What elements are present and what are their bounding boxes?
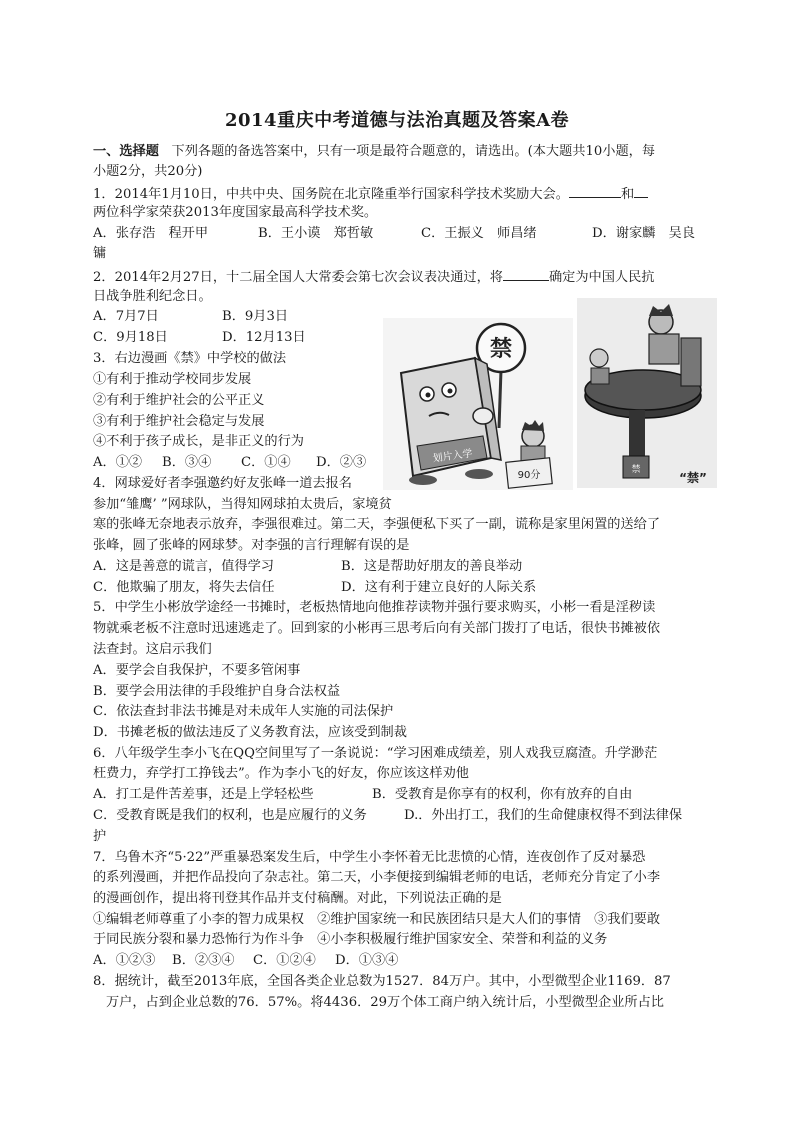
- q7-line-5: 于同民族分裂和暴力恐怖行为作斗争 ④小李积极履行维护国家安全、荣誉和利益的义务: [93, 932, 608, 947]
- q5-option-a: A．要学会自我保护，不要多管闲事: [93, 663, 301, 678]
- q2-option-d: D．12月13日: [222, 330, 306, 345]
- q8-line-2: 万户，占到企业总数的76．57%。将4436．29万个体工商户纳入统计后，小型微型企业所占比: [106, 995, 664, 1010]
- q2-blank: [503, 266, 549, 281]
- q7-option-c: C．①②④: [253, 953, 316, 968]
- q8-line-1: 8．据统计，截至2013年底，全国各类企业总数为1527．84万户。其中，小型微型企业1169．87: [93, 974, 671, 989]
- q1-blank-1: [569, 183, 621, 198]
- q4-line-4: 张峰，圆了张峰的网球梦。对李强的言行理解有误的是: [93, 538, 410, 553]
- page-title: 2014重庆中考道德与法治真题及答案A卷: [224, 110, 570, 131]
- q6-option-d: D.．外出打工，我们的生命健康权得不到法律保: [404, 808, 683, 823]
- q6-line-2: 枉费力，弃学打工挣钱去”。作为李小飞的好友，你应该这样劝他: [93, 766, 469, 781]
- q6-option-d-cont: 护: [93, 829, 107, 844]
- q3-option-a: A．①②: [93, 455, 143, 470]
- section-label: 一、选择题: [93, 144, 159, 159]
- q5-option-b: B．要学会用法律的手段维护自身合法权益: [93, 684, 341, 699]
- base-label-text: 禁: [631, 465, 641, 475]
- q5-line-3: 法查封。这启示我们: [93, 642, 212, 657]
- q1-and: 和: [620, 187, 635, 202]
- q3-option-d: D．②③: [316, 455, 367, 470]
- q3-item-3: ③有利于维护社会稳定与发展: [93, 414, 265, 429]
- q3-item-2: ②有利于维护社会的公平正义: [93, 393, 265, 408]
- q1-blank-2: [634, 183, 648, 198]
- q6-option-b: B．受教育是你享有的权利，你有放弃的自由: [372, 787, 633, 802]
- ban-sign-text: 禁: [489, 337, 513, 362]
- q3-option-c: C．①④: [241, 455, 291, 470]
- q3-stem: 3．右边漫画《禁》中学校的做法: [93, 351, 287, 366]
- score-paper-text: 90分: [517, 470, 541, 481]
- q2-option-b: B．9月3日: [222, 309, 289, 324]
- q2-option-a: A．7月7日: [93, 309, 159, 324]
- q7-option-a: A．①②③: [93, 953, 156, 968]
- section-intro-line2: 小题2分，共20分): [93, 164, 203, 179]
- q1-option-d: D．谢家麟 吴良: [592, 226, 695, 241]
- q2-stem-a: 2．2014年2月27日，十二届全国人大常委会第七次会议表决通过，将: [93, 270, 503, 285]
- book-label-text: 划片入学: [432, 448, 474, 465]
- q1-option-c: C．王振义 师昌绪: [421, 226, 537, 241]
- q7-line-2: 的系列漫画，并把作品投向了杂志社。第二天，小李便接到编辑老师的电话，老师充分肯定了小李: [93, 870, 661, 885]
- q2-stem-line: [93, 266, 655, 288]
- q4-line-3: 寒的张峰无奈地表示放弃，李强很难过。第二天，李强便私下买了一副，谎称是家里闲置的送给了: [93, 517, 661, 532]
- q7-option-b: B．②③④: [172, 953, 235, 968]
- q4-option-c: C．他欺骗了朋友，将失去信任: [93, 580, 275, 595]
- q3-item-4: ④不利于孩子成长，是非正义的行为: [93, 434, 304, 449]
- cartoon-caption: “禁”: [679, 471, 707, 485]
- q7-line-4: ①编辑老师尊重了小李的智力成果权 ②维护国家统一和民族团结只是大人们的事情 ③我们要敢: [93, 912, 661, 927]
- q5-line-1: 5．中学生小彬放学途经一书摊时，老板热情地向他推荐读物并强行要求购买，小彬一看是淫秽读: [93, 600, 656, 615]
- q3-option-b: B．③④: [162, 455, 212, 470]
- cartoon-ban-school-image: [383, 318, 573, 490]
- q1-stem-a: 1．2014年1月10日，中共中央、国务院在北京隆重举行国家科学技术奖励大会。: [93, 187, 569, 202]
- section-intro: 下列各题的备选答案中，只有一项是最符合题意的，请选出。(本大题共10小题，每: [171, 144, 656, 159]
- cartoon-ban-scale-image: [577, 298, 717, 488]
- q4-line-2: 参加“雏鹰’ ”网球队，当得知网球拍太贵后，家境贫: [93, 497, 392, 512]
- q1-stem-b: 两位科学家荣获2013年度国家最高科学技术奖。: [93, 205, 378, 220]
- q4-option-a: A．这是善意的谎言，值得学习: [93, 559, 274, 574]
- q2-stem-a2: 确定为中国人民抗: [549, 270, 655, 285]
- q5-line-2: 物就乘老板不注意时迅速逃走了。回到家的小彬再三思考后向有关部门拨打了电话，很快书摊被依: [93, 621, 661, 636]
- q1-option-d-cont: 镛: [93, 246, 107, 261]
- q6-option-c: C．受教育既是我们的权利，也是应履行的义务: [93, 808, 367, 823]
- q1-option-a: A．张存浩 程开甲: [93, 226, 209, 241]
- section-intro-line: [93, 142, 655, 162]
- q1-option-b: B．王小谟 郑哲敏: [258, 226, 374, 241]
- q7-line-1: 7．乌鲁木齐“5·22”严重暴恐案发生后，中学生小李怀着无比悲愤的心情，连夜创作了反对暴恐: [93, 850, 646, 865]
- q4-option-d: D．这有利于建立良好的人际关系: [341, 580, 537, 595]
- q2-stem-b: 日战争胜利纪念日。: [93, 289, 212, 304]
- q6-option-a: A．打工是件苦差事，还是上学轻松些: [93, 787, 314, 802]
- q3-item-1: ①有利于推动学校同步发展: [93, 372, 252, 387]
- q7-line-3: 的漫画创作，提出将刊登其作品并支付稿酬。对此，下列说法正确的是: [93, 891, 502, 906]
- q5-option-c: C．依法查封非法书摊是对未成年人实施的司法保护: [93, 704, 394, 719]
- q4-option-b: B．这是帮助好朋友的善良举动: [341, 559, 523, 574]
- q6-line-1: 6．八年级学生李小飞在QQ空间里写了一条说说：“学习困难成绩差，别人戏我豆腐渣。升学渺茫: [93, 746, 658, 761]
- q5-option-d: D．书摊老板的做法违反了义务教育法，应该受到制裁: [93, 725, 407, 740]
- q7-option-d: D．①③④: [335, 953, 399, 968]
- q2-option-c: C．9月18日: [93, 330, 168, 345]
- q4-line-1: 4．网球爱好者李强邀约好友张峰一道去报名: [93, 476, 352, 491]
- q1-stem-line: [93, 183, 648, 205]
